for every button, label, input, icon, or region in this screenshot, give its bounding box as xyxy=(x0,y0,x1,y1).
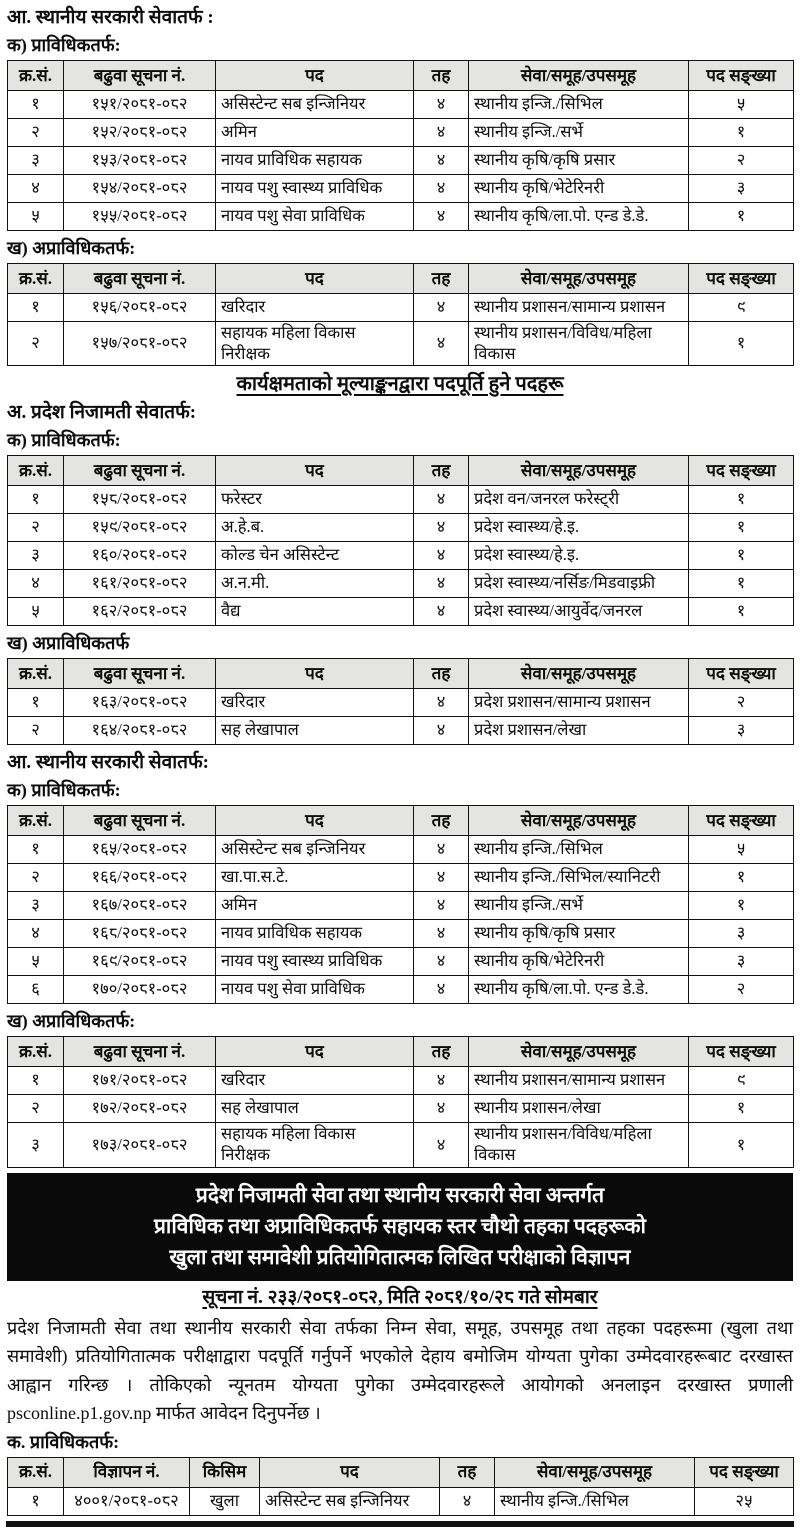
table-cell: खरिदार xyxy=(216,294,414,322)
table-cell: १६३/२०८१-०८२ xyxy=(64,689,216,717)
table-cell: ४ xyxy=(414,1123,469,1167)
column-header: सेवा/समूह/उपसमूह xyxy=(469,806,689,836)
table-cell: १६७/२०८१-०८२ xyxy=(64,892,216,920)
table-cell: ९ xyxy=(689,1067,794,1095)
column-header: तह xyxy=(414,659,469,689)
column-header: विज्ञापन नं. xyxy=(64,1457,190,1487)
table-cell: स्थानीय प्रशासन/विविध/महिला विकास xyxy=(469,322,689,366)
table-cell: असिस्टेन्ट सब इन्जिनियर xyxy=(216,91,414,119)
subsection-heading-open-technical: क. प्राविधिकतर्फ: xyxy=(7,1431,120,1452)
column-header: क्र.सं. xyxy=(8,1457,64,1487)
table-row xyxy=(8,203,794,231)
table-cell: ३ xyxy=(689,717,794,745)
table-cell: स्थानीय कृषि/कृषि प्रसार xyxy=(469,920,689,948)
column-header: पद सङ्ख्या xyxy=(689,1037,794,1067)
table-row xyxy=(8,570,794,598)
table-cell: २ xyxy=(8,322,64,366)
table-cell: १५६/२०८१-०८२ xyxy=(64,294,216,322)
table-cell: नायव पशु स्वास्थ्य प्राविधिक xyxy=(216,948,414,976)
table-cell: ३ xyxy=(689,920,794,948)
table-cell: १ xyxy=(689,486,794,514)
table-cell: १ xyxy=(8,91,64,119)
table-cell: खरिदार xyxy=(216,1067,414,1095)
table-cell: १६४/२०८१-०८२ xyxy=(64,717,216,745)
column-header: तह xyxy=(414,806,469,836)
column-header: पद xyxy=(216,806,414,836)
table-cell: २ xyxy=(8,717,64,745)
table-cell: स्थानीय प्रशासन/सामान्य प्रशासन xyxy=(469,294,689,322)
bottom-rule xyxy=(6,1521,794,1527)
table-cell: १७३/२०८१-०८२ xyxy=(64,1123,216,1167)
table-cell: १५३/२०८१-०८२ xyxy=(64,147,216,175)
column-header: बढुवा सूचना नं. xyxy=(64,61,216,91)
table-row xyxy=(8,689,794,717)
table-cell: १५८/२०८१-०८२ xyxy=(64,486,216,514)
column-header: तह xyxy=(414,264,469,294)
table-cell: ४ xyxy=(414,119,469,147)
table-cell: १ xyxy=(689,1095,794,1123)
table-row xyxy=(8,892,794,920)
column-header: बढुवा सूचना नं. xyxy=(64,659,216,689)
column-header: पद सङ्ख्या xyxy=(689,456,794,486)
table-cell: कोल्ड चेन असिस्टेन्ट xyxy=(216,542,414,570)
table-cell: खुला xyxy=(190,1487,260,1515)
table-cell: प्रदेश स्वास्थ्य/हे.इ. xyxy=(469,542,689,570)
table-cell: ४ xyxy=(414,570,469,598)
table-cell: १६८/२०८१-०८२ xyxy=(64,920,216,948)
column-header: पद xyxy=(216,659,414,689)
table-cell: स्थानीय इन्जि./सर्भे xyxy=(469,892,689,920)
section-heading-local-service-top: आ. स्थानीय सरकारी सेवातर्फ : xyxy=(7,7,214,28)
table-cell: प्रदेश प्रशासन/लेखा xyxy=(469,717,689,745)
column-header: तह xyxy=(414,1037,469,1067)
table-row xyxy=(8,717,794,745)
column-header: सेवा/समूह/उपसमूह xyxy=(469,456,689,486)
table-cell: स्थानीय कृषि/भेटेरिनरी xyxy=(469,175,689,203)
advertisement-banner xyxy=(7,1173,793,1281)
table-cell: स्थानीय कृषि/कृषि प्रसार xyxy=(469,147,689,175)
table-cell: ६ xyxy=(8,976,64,1004)
table-cell: ४ xyxy=(8,920,64,948)
table-cell: ५ xyxy=(8,598,64,626)
table-cell: ४ xyxy=(414,689,469,717)
table-cell: ५ xyxy=(8,948,64,976)
table-row xyxy=(8,836,794,864)
table-cell: ३ xyxy=(8,1123,64,1167)
table-cell: १ xyxy=(8,294,64,322)
table-cell: १६२/२०८१-०८२ xyxy=(64,598,216,626)
table-cell: नायव पशु सेवा प्राविधिक xyxy=(216,976,414,1004)
table-cell: १ xyxy=(689,322,794,366)
evaluation-table-local-technical xyxy=(7,805,794,1004)
column-header: सेवा/समूह/उपसमूह xyxy=(469,1037,689,1067)
column-header: सेवा/समूह/उपसमूह xyxy=(495,1457,695,1487)
table-cell: २ xyxy=(689,147,794,175)
table-cell: १ xyxy=(689,203,794,231)
column-header: पद xyxy=(260,1457,440,1487)
table-cell: ४ xyxy=(414,717,469,745)
column-header: बढुवा सूचना नं. xyxy=(64,456,216,486)
table-cell: १ xyxy=(689,570,794,598)
table-cell: सहायक महिला विकास निरीक्षक xyxy=(216,1123,414,1167)
table-cell: १ xyxy=(8,1067,64,1095)
table-cell: असिस्टेन्ट सब इन्जिनियर xyxy=(216,836,414,864)
table-cell: १६६/२०८१-०८२ xyxy=(64,864,216,892)
table-cell: ९ xyxy=(689,294,794,322)
column-header: सेवा/समूह/उपसमूह xyxy=(469,264,689,294)
table-cell: नायव पशु सेवा प्राविधिक xyxy=(216,203,414,231)
table-cell: १ xyxy=(689,598,794,626)
table-cell: २ xyxy=(689,689,794,717)
column-header: क्र.सं. xyxy=(8,659,64,689)
table-cell: ४ xyxy=(414,322,469,366)
table-cell: ४ xyxy=(414,486,469,514)
column-header: क्र.सं. xyxy=(8,61,64,91)
table-cell: स्थानीय प्रशासन/लेखा xyxy=(469,1095,689,1123)
table-header-row xyxy=(8,61,794,91)
table-cell: स्थानीय कृषि/भेटेरिनरी xyxy=(469,948,689,976)
table-cell: स्थानीय इन्जि./सिभिल/स्यानिटरी xyxy=(469,864,689,892)
section-heading-local-service-mid: आ. स्थानीय सरकारी सेवातर्फ: xyxy=(7,752,209,774)
column-header: बढुवा सूचना नं. xyxy=(64,264,216,294)
table-cell: १६५/२०८१-०८२ xyxy=(64,836,216,864)
table-row xyxy=(8,948,794,976)
table-cell: स्थानीय प्रशासन/विविध/महिला विकास xyxy=(469,1123,689,1167)
table-cell: १५४/२०८१-०८२ xyxy=(64,175,216,203)
table-cell: १५२/२०८१-०८२ xyxy=(64,119,216,147)
table-cell: ४ xyxy=(440,1487,495,1515)
table-row xyxy=(8,91,794,119)
table-cell: ४ xyxy=(414,948,469,976)
table-header-row xyxy=(8,456,794,486)
column-header: पद xyxy=(216,264,414,294)
table-cell: ४ xyxy=(414,203,469,231)
table-cell: ४ xyxy=(414,920,469,948)
table-row xyxy=(8,1067,794,1095)
table-row xyxy=(8,1123,794,1167)
subsection-heading-technical-3: क) प्राविधिकतर्फ: xyxy=(7,780,121,801)
table-cell: ४ xyxy=(414,91,469,119)
column-header: तह xyxy=(414,61,469,91)
table-cell: ३ xyxy=(689,175,794,203)
table-cell: १७२/२०८१-०८२ xyxy=(64,1095,216,1123)
table-cell: १५७/२०८१-०८२ xyxy=(64,322,216,366)
table-cell: स्थानीय इन्जि./सर्भे xyxy=(469,119,689,147)
table-cell: ४ xyxy=(414,976,469,1004)
table-header-row xyxy=(8,659,794,689)
table-cell: नायव प्राविधिक सहायक xyxy=(216,920,414,948)
table-cell: ४ xyxy=(414,1095,469,1123)
table-cell: ४ xyxy=(414,175,469,203)
table-cell: ३ xyxy=(8,892,64,920)
table-cell: नायव पशु स्वास्थ्य प्राविधिक xyxy=(216,175,414,203)
table-cell: स्थानीय इन्जि./सिभिल xyxy=(495,1487,695,1515)
table-cell: स्थानीय इन्जि./सिभिल xyxy=(469,836,689,864)
evaluation-table-province-technical xyxy=(7,455,794,626)
evaluation-section-title xyxy=(7,371,793,398)
table-cell: २ xyxy=(8,119,64,147)
table-cell: १६०/२०८१-०८२ xyxy=(64,542,216,570)
evaluation-section-title-text: कार्यक्षमताको मूल्याङ्कनद्वारा पदपूर्ति हुने पदहरू xyxy=(236,373,564,396)
table-row xyxy=(8,864,794,892)
subsection-heading-technical-2: क) प्राविधिकतर्फ: xyxy=(7,430,121,451)
table-cell: प्रदेश स्वास्थ्य/आयुर्वेद/जनरल xyxy=(469,598,689,626)
table-cell: २ xyxy=(689,976,794,1004)
subsection-heading-nontechnical-2: ख) अप्राविधिकतर्फ xyxy=(7,633,130,654)
table-cell: खा.पा.स.टे. xyxy=(216,864,414,892)
table-cell: ५ xyxy=(8,203,64,231)
promotion-table-local-nontechnical xyxy=(7,263,794,366)
table-cell: फरेस्टर xyxy=(216,486,414,514)
table-row xyxy=(8,486,794,514)
table-cell: १ xyxy=(689,514,794,542)
column-header: पद सङ्ख्या xyxy=(689,806,794,836)
table-row xyxy=(8,542,794,570)
table-cell: ४ xyxy=(8,570,64,598)
table-cell: १६९/२०८१-०८२ xyxy=(64,948,216,976)
table-cell: १ xyxy=(689,1123,794,1167)
table-cell: २ xyxy=(8,1095,64,1123)
column-header: बढुवा सूचना नं. xyxy=(64,1037,216,1067)
table-cell: ४ xyxy=(414,892,469,920)
table-cell: खरिदार xyxy=(216,689,414,717)
table-cell: ३ xyxy=(8,542,64,570)
table-row xyxy=(8,976,794,1004)
banner-line-2: प्राविधिक तथा अप्राविधिकतर्फ सहायक स्तर चौथो तहका पदहरूको xyxy=(153,1213,646,1238)
table-cell: १५१/२०८१-०८२ xyxy=(64,91,216,119)
table-row xyxy=(8,598,794,626)
column-header: सेवा/समूह/उपसमूह xyxy=(469,61,689,91)
column-header: क्र.सं. xyxy=(8,264,64,294)
subsection-heading-nontechnical-3: ख) अप्राविधिकतर्फ: xyxy=(7,1011,136,1032)
table-row xyxy=(8,514,794,542)
column-header: पद सङ्ख्या xyxy=(689,61,794,91)
table-header-row xyxy=(8,806,794,836)
table-row xyxy=(8,920,794,948)
table-cell: प्रदेश स्वास्थ्य/हे.इ. xyxy=(469,514,689,542)
table-cell: असिस्टेन्ट सब इन्जिनियर xyxy=(260,1487,440,1515)
column-header: सेवा/समूह/उपसमूह xyxy=(469,659,689,689)
table-row xyxy=(8,147,794,175)
table-cell: स्थानीय कृषि/ला.पो. एन्ड डे.डे. xyxy=(469,976,689,1004)
table-cell: ४ xyxy=(414,294,469,322)
table-cell: अ.हे.ब. xyxy=(216,514,414,542)
intro-paragraph: प्रदेश निजामती सेवा तथा स्थानीय सरकारी सेवा तर्फका निम्न सेवा, समूह, उपसमूह तथा तहका पदहरूमा (खुला तथा समावेशी) प्रतियोगितात्मक परीक्षाद्वारा पदपूर्ति गर्नुपर्ने भएकोले देहाय बमोजिम योग्यता पुगेका उम्मेदवारहरूबाट दरखास्त आह्वान गरिन्छ । तोकिएको न्यूनतम योग्यता पुगेका उम्मेदवारहरूले आयोगको अनलाइन दरखास्त प्रणाली psconline.p1.gov.np मार्फत आवेदन दिनुपर्नेछ । xyxy=(7,1317,793,1423)
table-cell: अमिन xyxy=(216,892,414,920)
table-cell: सहायक महिला विकास निरीक्षक xyxy=(216,322,414,366)
table-cell: स्थानीय इन्जि./सिभिल xyxy=(469,91,689,119)
table-row xyxy=(8,1095,794,1123)
promotion-table-local-technical xyxy=(7,60,794,231)
table-cell: १ xyxy=(689,864,794,892)
section-heading-province-service: अ. प्रदेश निजामती सेवातर्फ: xyxy=(7,402,197,424)
table-row xyxy=(8,294,794,322)
table-cell: प्रदेश वन/जनरल फरेस्ट्री xyxy=(469,486,689,514)
subsection-heading-nontechnical-1: ख) अप्राविधिकतर्फ: xyxy=(7,238,136,258)
notice-number-line xyxy=(7,1285,793,1311)
banner-line-1: प्रदेश निजामती सेवा तथा स्थानीय सरकारी सेवा अन्तर्गत xyxy=(195,1182,605,1207)
subsection-heading-technical-1: क) प्राविधिकतर्फ: xyxy=(7,35,121,55)
table-cell: १ xyxy=(8,1487,64,1515)
column-header: बढुवा सूचना नं. xyxy=(64,806,216,836)
table-cell: सह लेखापाल xyxy=(216,717,414,745)
table-cell: ५ xyxy=(689,836,794,864)
table-cell: २ xyxy=(8,514,64,542)
column-header: पद xyxy=(216,1037,414,1067)
table-cell: ४ xyxy=(414,864,469,892)
table-row xyxy=(8,322,794,366)
table-row xyxy=(8,175,794,203)
column-header: किसिम xyxy=(190,1457,260,1487)
notice-number-text: सूचना नं. २३३/२०८१-०८२, मिति २०८१/१०/२८ गते सोमबार xyxy=(202,1286,598,1308)
column-header: क्र.सं. xyxy=(8,806,64,836)
table-cell: १६१/२०८१-०८२ xyxy=(64,570,216,598)
table-cell: १ xyxy=(689,892,794,920)
table-cell: ४ xyxy=(414,514,469,542)
evaluation-table-province-nontechnical xyxy=(7,658,794,745)
banner-line-3: खुला तथा समावेशी प्रतियोगितात्मक लिखित परीक्षाको विज्ञापन xyxy=(169,1244,631,1269)
column-header: तह xyxy=(414,456,469,486)
table-cell: १७१/२०८१-०८२ xyxy=(64,1067,216,1095)
table-cell: प्रदेश स्वास्थ्य/नर्सिङ/मिडवाइफ्री xyxy=(469,570,689,598)
column-header: पद सङ्ख्या xyxy=(689,264,794,294)
table-cell: ४ xyxy=(414,598,469,626)
table-cell: सह लेखापाल xyxy=(216,1095,414,1123)
table-header-row xyxy=(8,1037,794,1067)
table-cell: अ.न.मी. xyxy=(216,570,414,598)
table-cell: १ xyxy=(689,119,794,147)
table-cell: स्थानीय प्रशासन/सामान्य प्रशासन xyxy=(469,1067,689,1095)
table-cell: स्थानीय कृषि/ला.पो. एन्ड डे.डे. xyxy=(469,203,689,231)
evaluation-table-local-nontechnical xyxy=(7,1036,794,1167)
table-cell: प्रदेश प्रशासन/सामान्य प्रशासन xyxy=(469,689,689,717)
table-cell: ४ xyxy=(414,542,469,570)
table-cell: २५ xyxy=(695,1487,794,1515)
table-row xyxy=(8,1487,794,1515)
table-cell: १५९/२०८१-०८२ xyxy=(64,514,216,542)
table-cell: ५ xyxy=(689,91,794,119)
table-cell: ४००१/२०८१-०८२ xyxy=(64,1487,190,1515)
table-header-row xyxy=(8,264,794,294)
table-header-row xyxy=(8,1457,794,1487)
table-cell: २ xyxy=(8,864,64,892)
table-cell: १ xyxy=(8,689,64,717)
table-row xyxy=(8,119,794,147)
column-header: क्र.सं. xyxy=(8,456,64,486)
table-cell: ४ xyxy=(414,147,469,175)
table-cell: ४ xyxy=(8,175,64,203)
column-header: क्र.सं. xyxy=(8,1037,64,1067)
table-cell: वैद्य xyxy=(216,598,414,626)
open-competition-table-technical xyxy=(7,1457,794,1516)
table-cell: ३ xyxy=(8,147,64,175)
table-cell: १ xyxy=(8,486,64,514)
column-header: पद सङ्ख्या xyxy=(695,1457,794,1487)
table-cell: नायव प्राविधिक सहायक xyxy=(216,147,414,175)
table-cell: १ xyxy=(689,542,794,570)
table-cell: १ xyxy=(8,836,64,864)
table-cell: १७०/२०८१-०८२ xyxy=(64,976,216,1004)
column-header: पद xyxy=(216,61,414,91)
table-cell: ४ xyxy=(414,1067,469,1095)
column-header: पद xyxy=(216,456,414,486)
table-cell: अमिन xyxy=(216,119,414,147)
table-cell: ३ xyxy=(689,948,794,976)
column-header: पद सङ्ख्या xyxy=(689,659,794,689)
table-cell: ४ xyxy=(414,836,469,864)
table-cell: १५५/२०८१-०८२ xyxy=(64,203,216,231)
column-header: तह xyxy=(440,1457,495,1487)
